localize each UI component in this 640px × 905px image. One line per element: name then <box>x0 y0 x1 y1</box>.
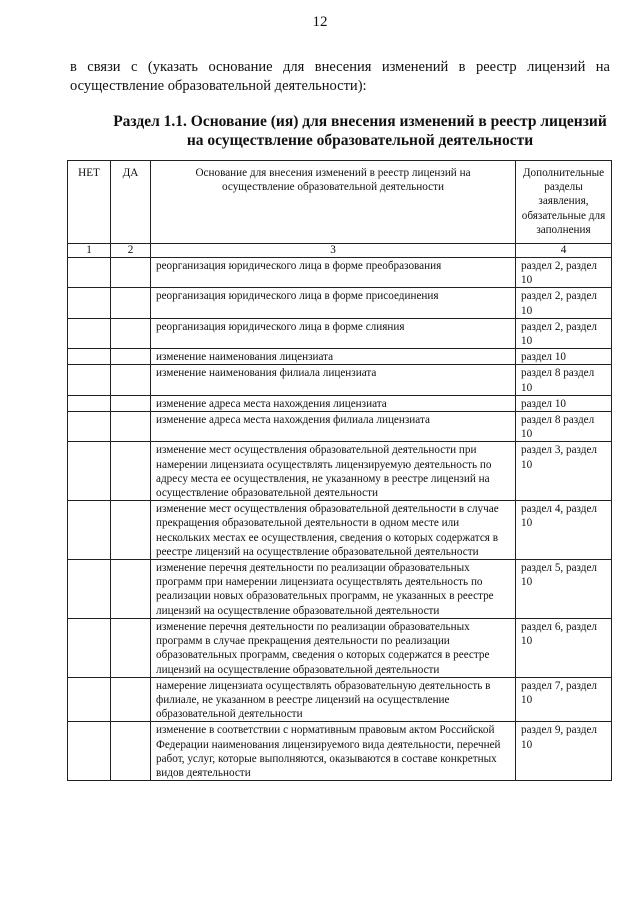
basis-text: изменение мест осуществления образовательной деятельности при намерении лицензиата осуществлять лицензируемую деятельность по адресу места ее осуществления, не указанному в реестре лицензий на осуществление образовательной деятельности <box>151 442 516 501</box>
header-no: НЕТ <box>68 161 111 244</box>
column-number: 4 <box>516 244 612 258</box>
required-sections: раздел 4, раздел 10 <box>516 501 612 560</box>
required-sections: раздел 2, раздел 10 <box>516 318 612 348</box>
basis-text: изменение перечня деятельности по реализации образовательных программ в случае прекращения деятельности по реализации образовательных программ, сведения о которых содержатся в реестре лицензий на осуществление образовательной деятельности <box>151 618 516 677</box>
required-sections: раздел 3, раздел 10 <box>516 442 612 501</box>
basis-text: изменение адреса места нахождения лицензиата <box>151 395 516 411</box>
yes-checkbox-cell[interactable] <box>111 618 151 677</box>
yes-checkbox-cell[interactable] <box>111 288 151 318</box>
intro-text: в связи с (указать основание для внесения изменений в реестр лицензий на осуществление образовательной деятельности): <box>70 59 610 94</box>
table-row <box>68 677 612 722</box>
table-row <box>68 560 612 619</box>
table-header-row <box>68 161 612 244</box>
table-row <box>68 258 612 288</box>
no-checkbox-cell[interactable] <box>68 560 111 619</box>
column-number: 1 <box>68 244 111 258</box>
column-number: 3 <box>151 244 516 258</box>
yes-checkbox-cell[interactable] <box>111 349 151 365</box>
no-checkbox-cell[interactable] <box>68 258 111 288</box>
page-number: 12 <box>312 14 328 30</box>
column-number-row <box>68 244 612 258</box>
yes-checkbox-cell[interactable] <box>111 412 151 442</box>
required-sections: раздел 10 <box>516 349 612 365</box>
section-title-line-2: на осуществление образовательной деятельности <box>186 132 534 149</box>
basis-text: намерение лицензиата осуществлять образовательную деятельность в филиале, не указанном в реестре лицензий на осуществление образовательной деятельности <box>151 677 516 722</box>
no-checkbox-cell[interactable] <box>68 365 111 395</box>
header-basis: Основание для внесения изменений в реестр лицензий на осуществление образовательной деятельности <box>151 161 516 244</box>
header-yes: ДА <box>111 161 151 244</box>
required-sections: раздел 6, раздел 10 <box>516 618 612 677</box>
no-checkbox-cell[interactable] <box>68 722 111 781</box>
table-row <box>68 318 612 348</box>
basis-text: изменение в соответствии с нормативным правовым актом Российской Федерации наименования лицензируемого вида деятельности, перечней работ, услуг, которые выполняются, оказываются в составе конкретных видов деятельности <box>151 722 516 781</box>
yes-checkbox-cell[interactable] <box>111 722 151 781</box>
section-title <box>100 112 620 150</box>
required-sections: раздел 7, раздел 10 <box>516 677 612 722</box>
required-sections: раздел 10 <box>516 395 612 411</box>
basis-text: изменение адреса места нахождения филиала лицензиата <box>151 412 516 442</box>
required-sections: раздел 5, раздел 10 <box>516 560 612 619</box>
no-checkbox-cell[interactable] <box>68 501 111 560</box>
yes-checkbox-cell[interactable] <box>111 365 151 395</box>
yes-checkbox-cell[interactable] <box>111 258 151 288</box>
yes-checkbox-cell[interactable] <box>111 560 151 619</box>
basis-text: реорганизация юридического лица в форме преобразования <box>151 258 516 288</box>
table-row <box>68 349 612 365</box>
no-checkbox-cell[interactable] <box>68 677 111 722</box>
table-row <box>68 442 612 501</box>
no-checkbox-cell[interactable] <box>68 618 111 677</box>
column-number: 2 <box>111 244 151 258</box>
required-sections: раздел 2, раздел 10 <box>516 288 612 318</box>
section-title-line-1: Раздел 1.1. Основание (ия) для внесения изменений в реестр лицензий <box>113 113 607 130</box>
header-sections: Дополнительные разделы заявления, обязательные для заполнения <box>516 161 612 244</box>
basis-text: реорганизация юридического лица в форме присоединения <box>151 288 516 318</box>
table-row <box>68 722 612 781</box>
basis-text: реорганизация юридического лица в форме слияния <box>151 318 516 348</box>
table-row <box>68 412 612 442</box>
table-row <box>68 618 612 677</box>
basis-text: изменение наименования лицензиата <box>151 349 516 365</box>
no-checkbox-cell[interactable] <box>68 318 111 348</box>
required-sections: раздел 8 раздел 10 <box>516 412 612 442</box>
no-checkbox-cell[interactable] <box>68 412 111 442</box>
no-checkbox-cell[interactable] <box>68 395 111 411</box>
license-change-basis-table <box>67 160 612 781</box>
yes-checkbox-cell[interactable] <box>111 501 151 560</box>
table-row <box>68 501 612 560</box>
basis-text: изменение наименования филиала лицензиата <box>151 365 516 395</box>
no-checkbox-cell[interactable] <box>68 442 111 501</box>
yes-checkbox-cell[interactable] <box>111 442 151 501</box>
required-sections: раздел 9, раздел 10 <box>516 722 612 781</box>
required-sections: раздел 2, раздел 10 <box>516 258 612 288</box>
table-row <box>68 365 612 395</box>
table-row <box>68 288 612 318</box>
basis-text: изменение мест осуществления образовательной деятельности в случае прекращения образовательной деятельности в одном месте или нескольких местах ее осуществления, сведения о которых содержатся в реестре лицензий на осуществление образовательной деятельности <box>151 501 516 560</box>
basis-text: изменение перечня деятельности по реализации образовательных программ при намерении лицензиата осуществлять деятельность по реализации новых образовательных программ, не указанных в реестре лицензий на осуществление образовательной деятельности <box>151 560 516 619</box>
yes-checkbox-cell[interactable] <box>111 677 151 722</box>
no-checkbox-cell[interactable] <box>68 349 111 365</box>
yes-checkbox-cell[interactable] <box>111 395 151 411</box>
no-checkbox-cell[interactable] <box>68 288 111 318</box>
table-row <box>68 395 612 411</box>
required-sections: раздел 8 раздел 10 <box>516 365 612 395</box>
yes-checkbox-cell[interactable] <box>111 318 151 348</box>
